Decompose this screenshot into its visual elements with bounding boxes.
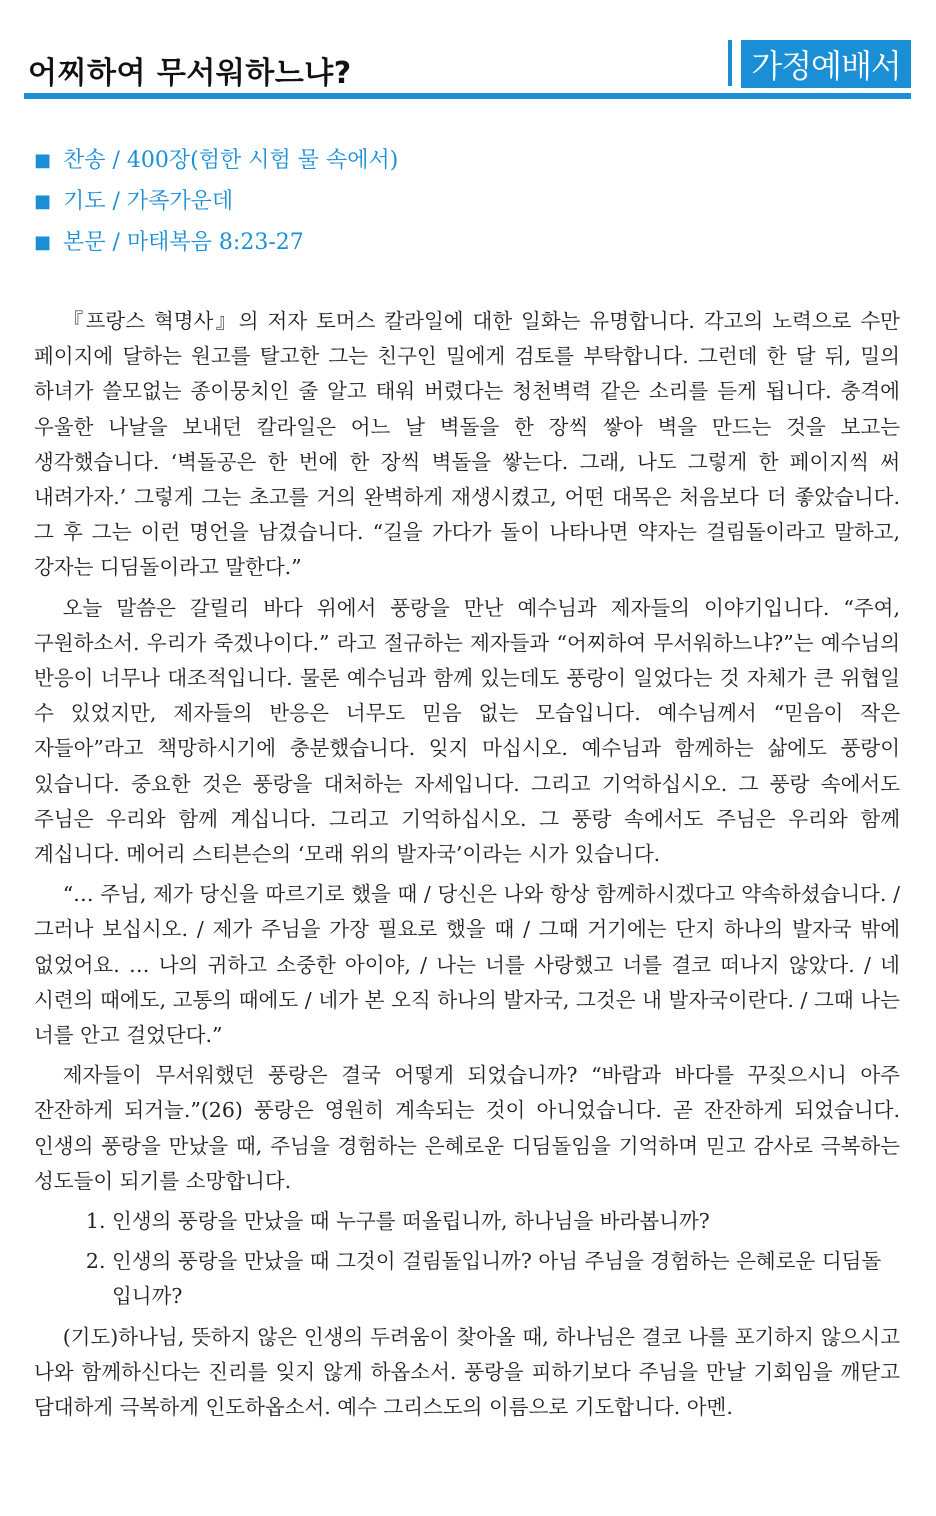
- scripture-info: [34, 222, 398, 263]
- worship-info: [34, 140, 398, 263]
- hymn-info: [34, 140, 398, 181]
- paragraph: 『프랑스 혁명사』의 저자 토머스 칼라일에 대한 일화는 유명합니다. 각고의 노력으로 수만 페이지에 달하는 원고를 탈고한 그는 친구인 밀에게 검토를 부탁합니다. 그런데 한 달 뒤, 밀의 하녀가 쓸모없는 종이뭉치인 줄 알고 태워 버렸다는 청천벽력 같은 소리를 듣게 됩니다. 충격에 우울한 나날을 보내던 칼라일은 어느 날 벽돌을 한 장씩 쌓아 벽을 만드는 것을 보고는 생각했습니다. ‘벽돌공은 한 번에 한 장씩 벽돌을 쌓는다. 그래, 나도 그렇게 한 페이지씩 써 내려가자.’ 그렇게 그는 초고를 거의 완벽하게 재생시켰고, 어떤 대목은 처음보다 더 좋았습니다. 그 후 그는 이런 명언을 남겼습니다. “길을 가다가 돌이 나타나면 약자는 걸림돌이라고 말하고, 강자는 디딤돌이라고 말한다.”: [34, 309, 900, 580]
- sermon-body: [34, 304, 900, 1430]
- title-divider: [728, 40, 732, 86]
- paragraph: 제자들이 무서워했던 풍랑은 결국 어떻게 되었습니까? “바람과 바다를 꾸짖으시니 아주 잔잔하게 되거늘.”(26) 풍랑은 영원히 계속되는 것이 아니었습니다. 곧 잔잔하게 되었습니다. 인생의 풍랑을 만났을 때, 주님을 경험하는 은혜로운 디딤돌임을 기억하며 믿고 감사로 극복하는 성도들이 되기를 소망합니다.: [34, 1063, 900, 1193]
- paragraph: 오늘 말씀은 갈릴리 바다 위에서 풍랑을 만난 예수님과 제자들의 이야기입니다. “주여, 구원하소서. 우리가 죽겠나이다.” 라고 절규하는 제자들과 “어찌하여 무서워하느냐?”는 예수님의 반응이 너무나 대조적입니다. 물론 예수님과 함께 있는데도 풍랑이 일었다는 것 자체가 큰 위협일 수 있었지만, 제자들의 반응은 너무도 믿음 없는 모습입니다. 예수님께서 “믿음이 작은 자들아”라고 책망하시기에 충분했습니다. 잊지 마십시오. 예수님과 함께하는 삶에도 풍랑이 있습니다. 중요한 것은 풍랑을 대처하는 자세입니다. 그리고 기억하십시오. 그 풍랑 속에서도 주님은 우리와 함께 계십니다. 그리고 기억하십시오. 그 풍랑 속에서도 주님은 우리와 함께 계십니다. 메어리 스티븐슨의 ‘모래 위의 발자국’이라는 시가 있습니다.: [34, 595, 900, 867]
- square-bullet-icon: ■: [34, 191, 52, 212]
- poem-quote: “… 주님, 제가 당신을 따르기로 했을 때 / 당신은 나와 항상 함께하시겠다고 약속하셨습니다. / 그러나 보십시오. / 제가 주님을 가장 필요로 했을 때 / 그때 거기에는 단지 하나의 발자국 밖에 없었어요. … 나의 귀하고 소중한 아이야, / 나는 너를 사랑했고 너를 결코 떠나지 않았다. / 네 시련의 때에도, 고통의 때에도 / 네가 본 오직 하나의 발자국, 그것은 내 발자국이란다. / 그때 나는 너를 안고 걸었단다.”: [34, 882, 900, 1048]
- square-bullet-icon: ■: [34, 150, 52, 171]
- scripture-text: 본문 / 마태복음 8:23-27: [63, 230, 304, 255]
- hymn-text: 찬송 / 400장(험한 시험 물 속에서): [63, 148, 399, 173]
- question-item: 2. 인생의 풍랑을 만났을 때 그것이 걸림돌입니까? 아님 주님을 경험하는 은혜로운 디딤돌입니까?: [112, 1244, 900, 1314]
- header-rule: [24, 93, 911, 99]
- section-badge: 가정예배서: [741, 40, 911, 88]
- square-bullet-icon: ■: [34, 232, 52, 253]
- page-title: 어찌하여 무서워하느냐?: [28, 56, 352, 91]
- prayer-text: 기도 / 가족가운데: [63, 189, 234, 214]
- closing-prayer: (기도)하나님, 뜻하지 않은 인생의 두려움이 찾아올 때, 하나님은 결코 나를 포기하지 않으시고 나와 함께하신다는 진리를 잊지 않게 하옵소서. 풍랑을 피하기보다 주님을 만날 기회임을 깨닫고 담대하게 극복하게 인도하옵소서. 예수 그리스도의 이름으로 기도합니다. 아멘.: [34, 1324, 900, 1420]
- question-item: 1. 인생의 풍랑을 만났을 때 누구를 떠올립니까, 하나님을 바라봅니까?: [112, 1204, 900, 1239]
- prayer-info: [34, 181, 398, 222]
- reflection-questions: [34, 1204, 900, 1315]
